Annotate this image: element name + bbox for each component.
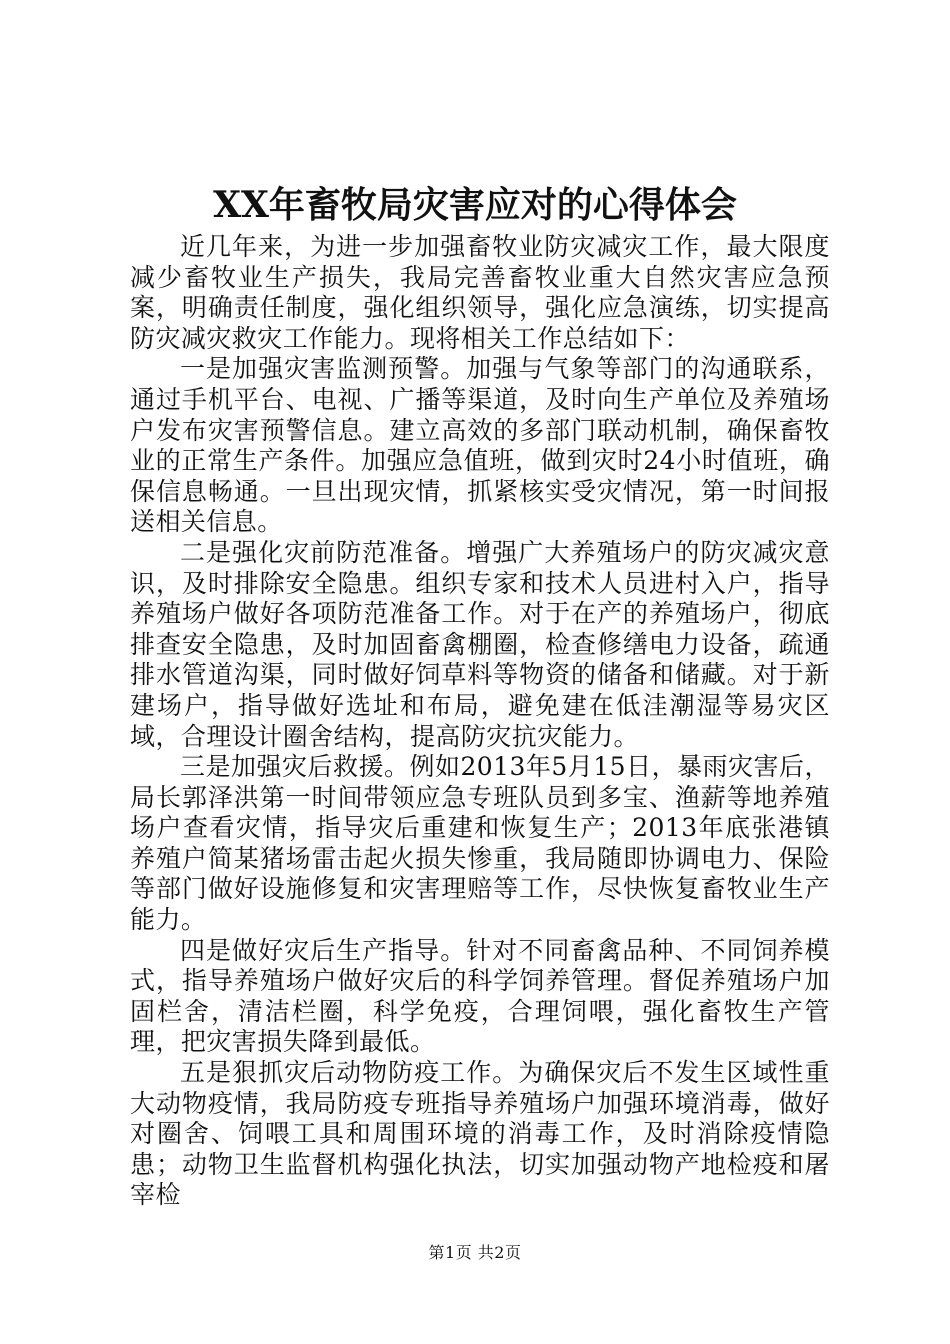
paragraph-intro: 近几年来，为进一步加强畜牧业防灾减灾工作，最大限度减少畜牧业生产损失，我局完善畜牧业重大自然灾害应急预案，明确责任制度，强化组织领导，强化应急演练，切实提高防灾减灾救灾工作能力。现将相关工作总结如下： (130, 232, 830, 353)
paragraph-epidemic-prevention: 五是狠抓灾后动物防疫工作。为确保灾后不发生区域性重大动物疫情，我局防疫专班指导养殖场户加强环境消毒，做好对圈舍、饲喂工具和周围环境的消毒工作，及时消除疫情隐患；动物卫生监督机构强化执法，切实加强动物产地检疫和屠宰检 (130, 1058, 830, 1210)
document-body (130, 232, 830, 1211)
paragraph-monitoring-warning: 一是加强灾害监测预警。加强与气象等部门的沟通联系，通过手机平台、电视、广播等渠道，及时向生产单位及养殖场户发布灾害预警信息。建立高效的多部门联动机制，确保畜牧业的正常生产条件。加强应急值班，做到灾时24小时值班，确保信息畅通。一旦出现灾情，抓紧核实受灾情况，第一时间报送相关信息。 (130, 354, 830, 537)
paragraph-post-disaster-rescue: 三是加强灾后救援。例如2013年5月15日，暴雨灾害后，局长郭泽洪第一时间带领应急专班队员到多宝、渔薪等地养殖场户查看灾情，指导灾后重建和恢复生产；2013年底张港镇养殖户简某猪场雷击起火损失惨重，我局随即协调电力、保险等部门做好设施修复和灾害理赔等工作，尽快恢复畜牧业生产能力。 (130, 752, 830, 935)
paragraph-pre-disaster-prevention: 二是强化灾前防范准备。增强广大养殖场户的防灾减灾意识，及时排除安全隐患。组织专家和技术人员进村入户，指导养殖场户做好各项防范准备工作。对于在产的养殖场户，彻底排查安全隐患，及时加固畜禽棚圈，检查修缮电力设备，疏通排水管道沟渠，同时做好饲草料等物资的储备和储藏。对于新建场户，指导做好选址和布局，避免建在低洼潮湿等易灾区域，合理设计圈舍结构，提高防灾抗灾能力。 (130, 537, 830, 751)
document-title: XX年畜牧局灾害应对的心得体会 (213, 184, 737, 226)
paragraph-production-guidance: 四是做好灾后生产指导。针对不同畜禽品种、不同饲养模式，指导养殖场户做好灾后的科学饲养管理。督促养殖场户加固栏舍，清洁栏圈，科学免疫，合理饲喂，强化畜牧生产管理，把灾害损失降到最低。 (130, 935, 830, 1057)
page-number-footer: 第1页 共2页 (428, 1243, 522, 1262)
